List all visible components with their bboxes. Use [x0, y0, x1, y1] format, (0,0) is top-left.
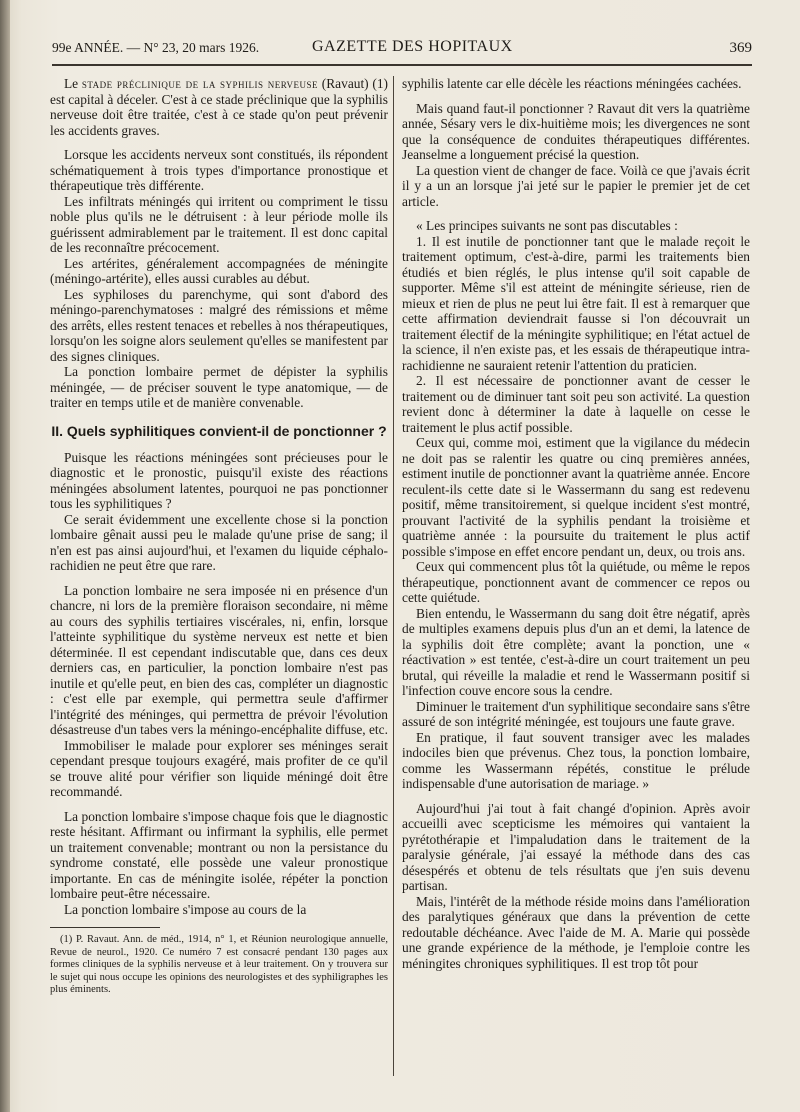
paragraph: Ceux qui, comme moi, estiment que la vigilance du médecin ne doit pas se ralentir les quatre ou cinq premières années, estiment inutile de ponctionner avant la quatrième année. Encore reculent-ils cette date si le Wassermann du sang est redevenu positif, même transitoirement, si quelque incident s'est montré, prouvant l'activité de la syphilis pendant la troisième et quatrième année : la poursuite du traitement le plus actif possible s'impose en effet encore pendant un, deux, ou trois ans. — [402, 435, 750, 559]
paragraph: La ponction lombaire s'impose chaque fois que le diagnostic reste hésitant. Affirmant ou infirmant la syphilis, elle permet un traitement convenable; montrant ou non la persistance du syndrome constaté, elle possède une valeur pronostique importante. En cas de méningite isolée, répéter la ponction lombaire peut-être nécessaire. — [50, 808, 388, 901]
section-heading: II. Quels syphilitiques convient-il de ponctionner ? — [51, 422, 387, 439]
small-caps-phrase: stade préclinique de la syphilis nerveuse — [81, 76, 319, 91]
book-spine-shadow — [0, 0, 10, 1112]
paragraph: Diminuer le traitement d'un syphilitique secondaire sans s'être assuré de son intégrité méningée, est toujours une faute grave. — [402, 698, 750, 729]
paragraph: La ponction lombaire permet de dépister la syphilis méningée, — de préciser souvent le type anatomique, — de traiter en temps utile et de manière convenable. — [50, 364, 388, 410]
left-column — [50, 76, 388, 997]
paragraph: Ceux qui commencent plus tôt la quiétude, ou même le repos thérapeutique, ponctionnent avant de commencer ce repos ou cette quiétude. — [402, 559, 750, 605]
paragraph: Les infiltrats méningés qui irritent ou compriment le tissu noble plus qu'ils ne le détruisent : à leur période molle ils guérissent admirablement par le traitement. Il est donc capital de les reconnaître précocement. — [50, 193, 388, 255]
page-header — [52, 32, 752, 62]
paragraph: En pratique, il faut souvent transiger avec les malades indociles bien que prévenus. Chez tous, la ponction lombaire, comme les Wassermann répétés, constitue le prélude indispensable d'une autorisation de mariage. » — [402, 729, 750, 791]
paragraph: Mais quand faut-il ponctionner ? Ravaut dit vers la quatrième année, Sésary vers le dix-huitième mois; les divergences ne sont que la conséquence de conduites thérapeutiques différentes. Jeanselme a longuement précisé la question. — [402, 100, 750, 162]
paragraph: La question vient de changer de face. Voilà ce que j'avais écrit il y a un an lorsque j'ai jeté sur le papier le premier jet de cet article. — [402, 162, 750, 209]
issue-line: 99e ANNÉE. — N° 23, 20 mars 1926. — [52, 40, 260, 55]
paragraph: Aujourd'hui j'ai tout à fait changé d'opinion. Après avoir accueilli avec scepticisme les mémoires qui vantaient la pyrétothérapie et l'impaludation dans le traitement de la paralysie générale, j'ai essayé la méthode dans des cas désespérés et obtenu de tels résultats que j'en suis devenu partisan. — [402, 800, 750, 893]
paragraph: « Les principes suivants ne sont pas discutables : — [416, 218, 678, 233]
list-item: 1. Il est inutile de ponctionner tant que le malade reçoit le traitement optimum, c'est-à-dire, parmi les traitements bien étudiés et bien réglés, le plus intense qu'il soit capable de supporter. Même s'il est atteint de méningite sérieuse, rien de mieux et rien de plus ne peut lui être fait. Il est à remarquer que cette affirmation deviendrait fausse si l'on découvrait un traitement électif de la méningite syphilitique; en l'état actuel de la science, il n'en existe pas, et les essais de thérapeutique intra-rachidienne ne sauraient retenir l'attention du praticien. — [402, 233, 750, 373]
list-item: 2. Il est nécessaire de ponctionner avant de cesser le traitement ou de diminuer tant soit peu son activité. La question revient donc à déterminer la date à laquelle on cesse le traitement le plus actif possible. — [402, 373, 750, 435]
paragraph: Ce serait évidemment une excellente chose si la ponction lombaire gênait aussi peu le malade qu'une prise de sang; il n'en est pas ainsi aujourd'hui, et l'examen du liquide céphalo-rachidien ne peut être que rare. — [50, 511, 388, 573]
paragraph: syphilis latente car elle décèle les réactions méningées cachées. — [402, 76, 742, 91]
paragraph: Les syphiloses du parenchyme, qui sont d'abord des méningo-parenchymatoses : malgré des rémissions et même des arrêts, elles restent tenaces et rebelles à nos thérapeutiques, lorsqu'on les soigne alors seulement qu'elles se manifestent par des signes cliniques. — [50, 286, 388, 364]
paragraph: Immobiliser le malade pour explorer ses méninges serait cependant presque toujours exagéré, mais profiter de ce qu'il se trouve alité pour vérifier son liquide méningé doit être recommandé. — [50, 737, 388, 799]
paragraph: Mais, l'intérêt de la méthode réside moins dans l'amélioration des paralytiques généraux que dans la prévention de cette redoutable déchéance. Avec l'aide de M. A. Marie qui possède une grande expérience de la méthode, je l'emploie contre les méningites chroniques syphilitiques. Il est trop tôt pour — [402, 893, 750, 971]
journal-title: GAZETTE DES HOPITAUX — [312, 38, 513, 55]
column-divider — [393, 76, 394, 1076]
page-number: 369 — [729, 40, 752, 56]
paragraph: Lorsque les accidents nerveux sont constitués, ils répondent schématiquement à trois types d'importance pronostique et thérapeutique très différente. — [50, 147, 388, 193]
paragraph: Les artérites, généralement accompagnées de méningite (méningo-artérite), elles aussi curables au début. — [50, 255, 388, 286]
paragraph: Bien entendu, le Wassermann du sang doit être négatif, après de multiples examens depuis plus d'un an et demi, la latence de la syphilis doit être complète; avant la ponction, une « réactivation » est tentée, c'est-à-dire un court traitement un peu brutal, qui réveille la maladie et rend le Wassermann positif si l'infection couve encore sous la cendre. — [402, 605, 750, 698]
paragraph-stade-preclinique: Le stade préclinique de la syphilis nerveuse (Ravaut) (1) est capital à déceler. C'est à ce stade préclinique que la syphilis nerveuse doit être traitée, c'est à ce stade qu'on peut prévenir les accidents graves. — [50, 76, 388, 138]
footnote-rule — [50, 927, 160, 928]
header-rule — [52, 64, 752, 66]
paragraph: La ponction lombaire s'impose au cours de la — [64, 901, 307, 917]
paragraph: Puisque les réactions méningées sont précieuses pour le diagnostic et le pronostic, puisqu'il existe des réactions méningées absolument latentes, pourquoi ne pas ponctionner tous les syphilitiques ? — [50, 449, 388, 511]
paragraph: La ponction lombaire ne sera imposée ni en présence d'un chancre, ni lors de la première floraison secondaire, ni même au cours des syphilis tertiaires viscérales, ni, enfin, lorsque l'atteinte syphilitique du système nerveux est nette et bien déterminée. Il est cependant indiscutable que, dans ces deux derniers cas, en particulier, la ponction lombaire n'est pas inutile et qu'elle peut, en bien des cas, compléter un diagnostic : c'est elle par exemple, qui permettra seule d'affirmer l'intégrité des méninges, qui permettra de prévoir l'évolution désastreuse d'un tabes vers la méningo-encéphalite diffuse, etc. — [50, 582, 388, 737]
footnote: (1) P. Ravaut. Ann. de méd., 1914, n° 1, et Réunion neurologique annuelle, Revue de neurol., 1920. Ce numéro 7 est consacré pendant 130 pages aux formes cliniques de la syphilis nerveuse et à leur traitement. On y trouvera sur le sujet qui nous occupe les opinions des neurologistes et des syphiligraphes les plus éminents. — [50, 934, 388, 995]
right-column — [402, 76, 750, 971]
